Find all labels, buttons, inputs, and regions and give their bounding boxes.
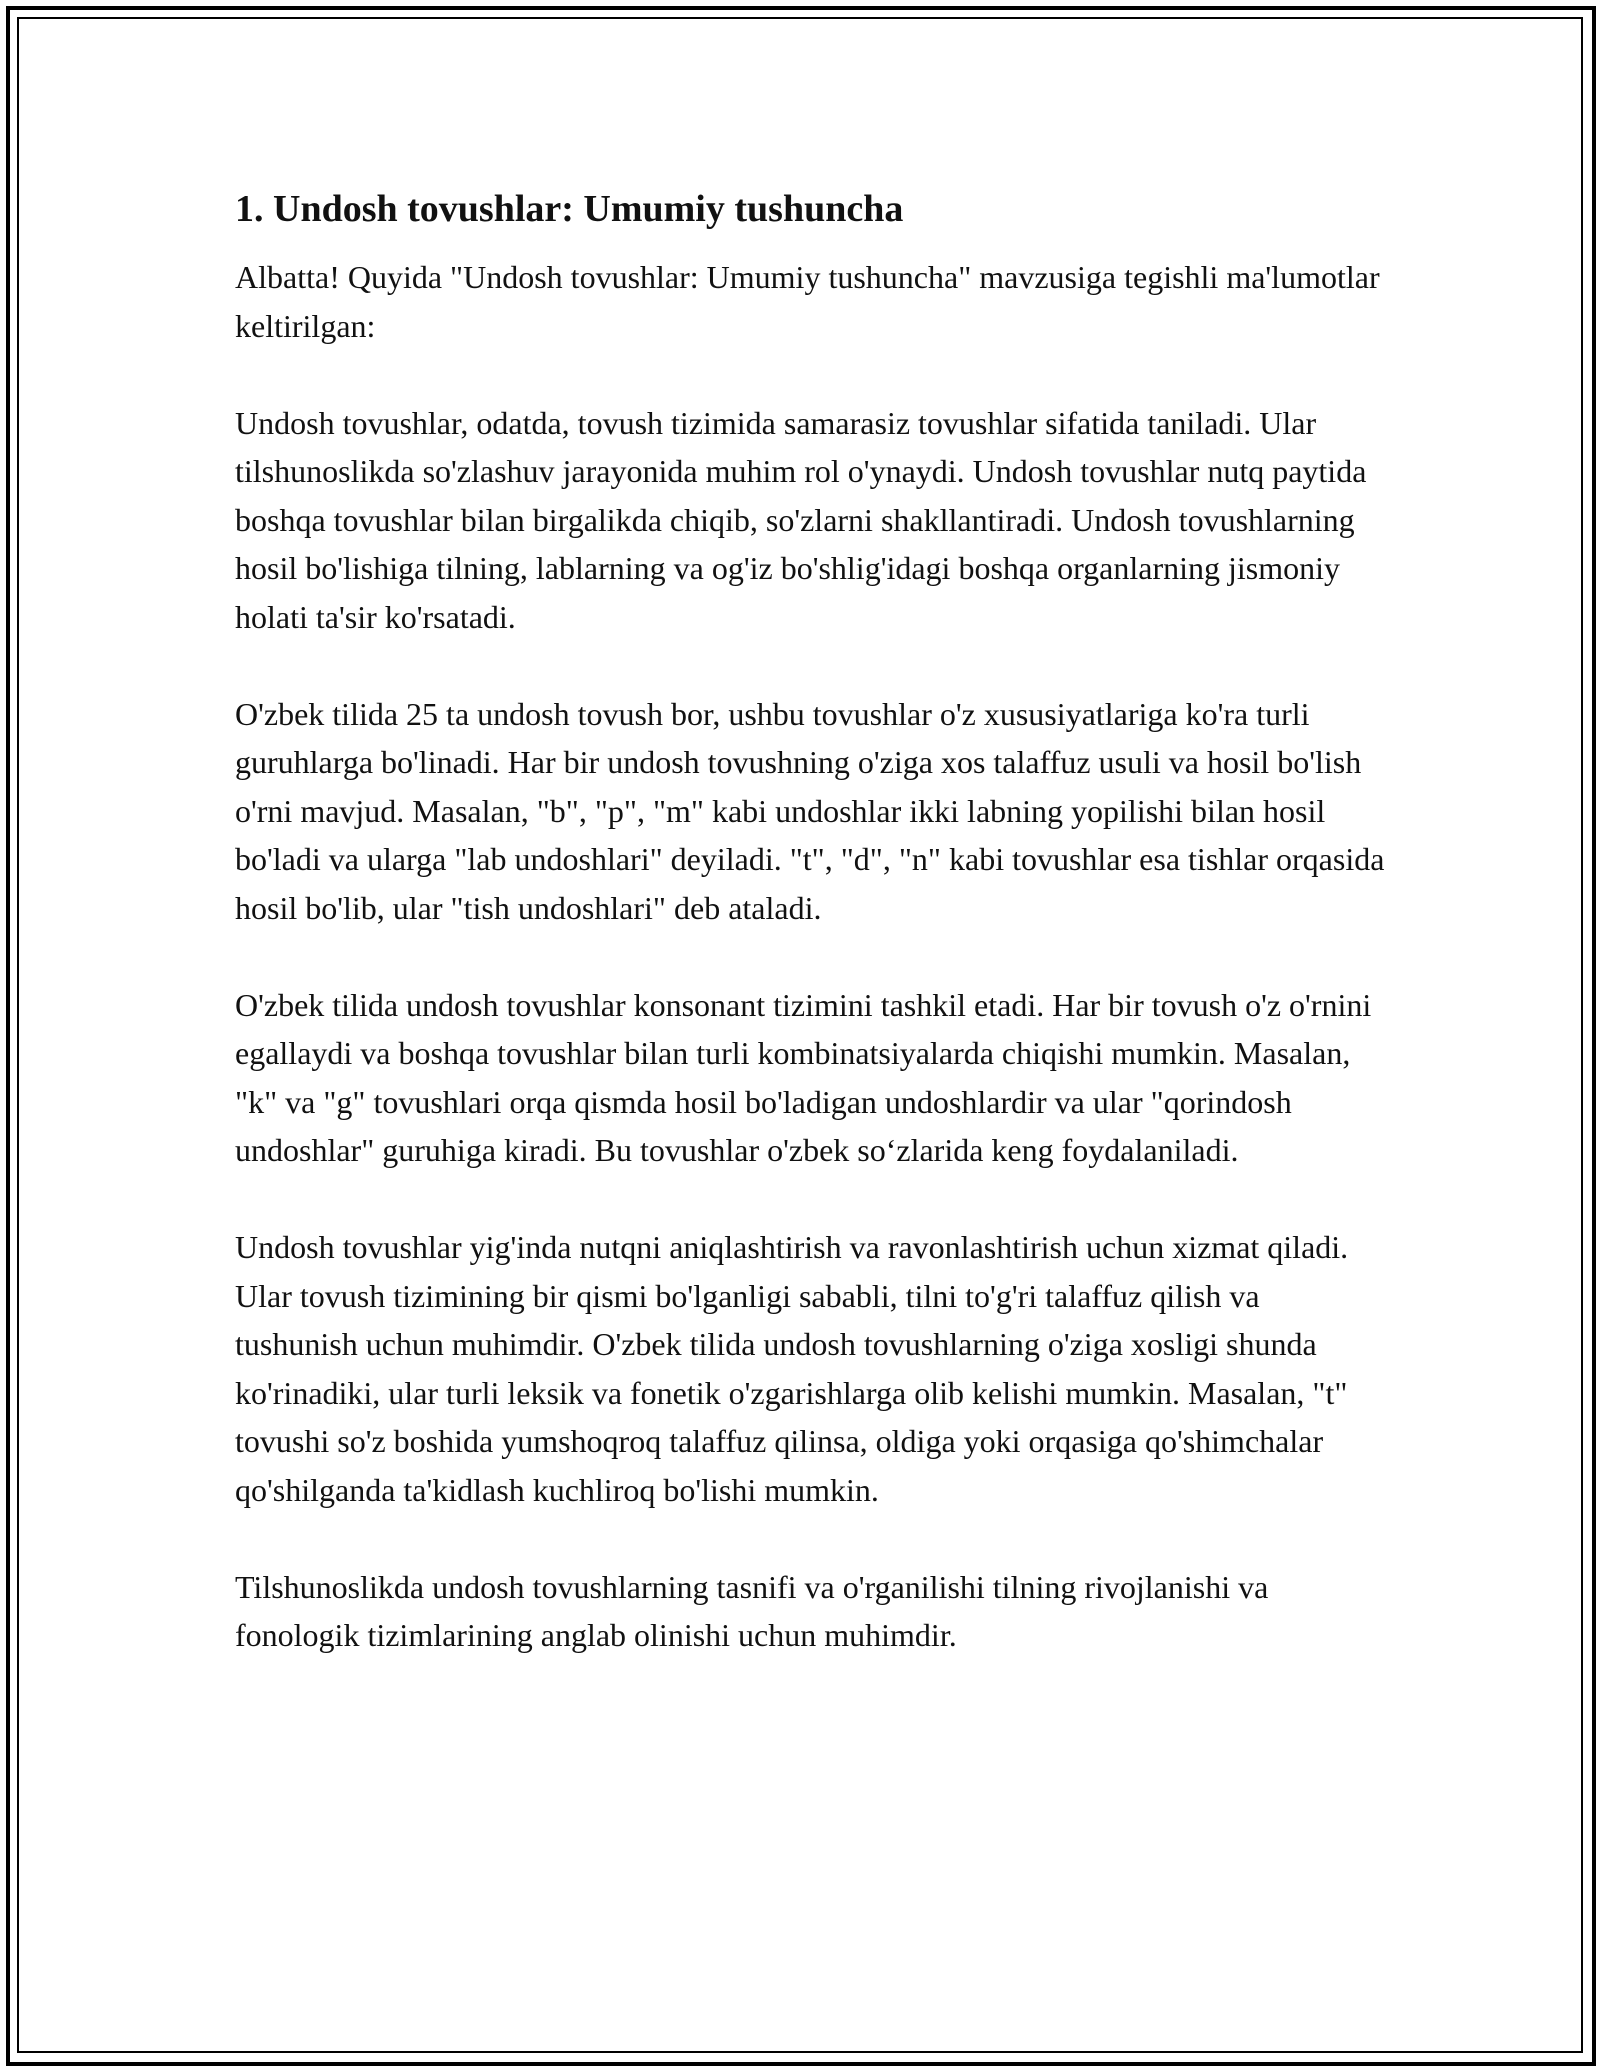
section-heading: 1. Undosh tovushlar: Umumiy tushuncha	[235, 188, 904, 230]
paragraph-function: Undosh tovushlar yig'inda nutqni aniqlashtirish va ravonlashtirish uchun xizmat qiladi. Ular tovush tizimining bir qismi bo'lganligi sababli, tilni to'g'ri talaffuz qilish va tushunish uchun muhimdir. O'zbek tilida undosh tovushlarning o'ziga xosligi shunda ko'rinadiki, ular turli leksik va fonetik o'zgarishlarga olib kelishi mumkin. Masalan, "t" tovushi so'z boshida yumshoqroq talaffuz qilinsa, oldiga yoki orqasiga qo'shimchalar qo'shilganda ta'kidlash kuchliroq bo'lishi mumkin.	[235, 1229, 1349, 1508]
paragraph-system: O'zbek tilida undosh tovushlar konsonant tizimini tashkil etadi. Har bir tovush o'z o'rnini egallaydi va boshqa tovushlar bilan turli kombinatsiyalarda chiqishi mumkin. Masalan, "k" va "g" tovushlari orqa qismda hosil bo'ladigan undoshlardir va ular "qorindosh undoshlar" guruhiga kiradi. Bu tovushlar o'zbek so‘zlarida keng foydalaniladi.	[235, 986, 1372, 1168]
paragraph-definition: Undosh tovushlar, odatda, tovush tizimida samarasiz tovushlar sifatida taniladi. Ular tilshunoslikda so'zlashuv jarayonida muhim rol o'ynaydi. Undosh tovushlar nutq paytida boshqa tovushlar bilan birgalikda chiqib, so'zlarni shakllantiradi. Undosh tovushlarning hosil bo'lishiga tilning, lablarning va og'iz bo'shlig'idagi boshqa organlarning jismoniy holati ta'sir ko'rsatadi.	[235, 404, 1367, 635]
paragraph-conclusion: Tilshunoslikda undosh tovushlarning tasnifi va o'rganilishi tilning rivojlanishi va fonologik tizimlarining anglab olinishi uchun muhimdir.	[235, 1568, 1269, 1653]
paragraph-intro: Albatta! Quyida "Undosh tovushlar: Umumiy tushuncha" mavzusiga tegishli ma'lumotlar keltirilgan:	[235, 259, 1380, 344]
paragraph-count: O'zbek tilida 25 ta undosh tovush bor, ushbu tovushlar o'z xususiyatlariga ko'ra turli guruhlarga bo'linadi. Har bir undosh tovushning o'ziga xos talaffuz usuli va hosil bo'lish o'rni mavjud. Masalan, "b", "p", "m" kabi undoshlar ikki labning yopilishi bilan hosil bo'ladi va ularga "lab undoshlari" deyiladi. "t", "d", "n" kabi tovushlar esa tishlar orqasida hosil bo'lib, ular "tish undoshlari" deb ataladi.	[235, 695, 1385, 926]
document-body	[235, 185, 1390, 1708]
